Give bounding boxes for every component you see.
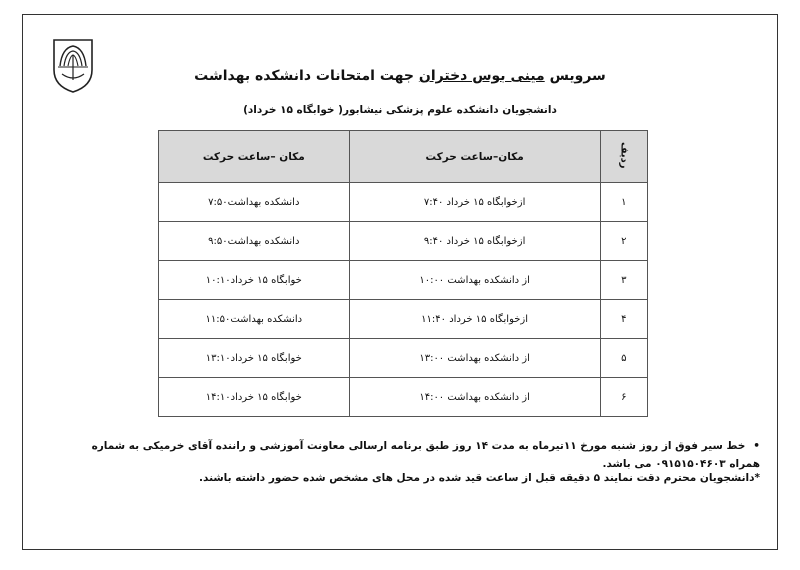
arrival-cell: دانشکده بهداشت۷:۵۰ [159, 183, 350, 222]
table-row [159, 261, 648, 300]
arrival-cell: دانشکده بهداشت۱۱:۵۰ [159, 300, 350, 339]
arrival-cell: خوابگاه ۱۵ خرداد۱۰:۱۰ [159, 261, 350, 300]
table-header-row [159, 131, 648, 183]
arrival-cell: دانشکده بهداشت۹:۵۰ [159, 222, 350, 261]
departure-cell: از دانشکده بهداشت ۱۰:۰۰ [349, 261, 600, 300]
row-number: ۶ [600, 378, 647, 417]
departure-cell: ازخوابگاه ۱۵ خرداد ۹:۴۰ [349, 222, 600, 261]
page-title: سرویس مینی بوس دختران جهت امتحانات دانشکده بهداشت [194, 68, 606, 84]
departure-cell: ازخوابگاه ۱۵ خرداد ۷:۴۰ [349, 183, 600, 222]
departure-cell: ازخوابگاه ۱۵ خرداد ۱۱:۴۰ [349, 300, 600, 339]
header-arrival: مکان –ساعت حرکت [159, 131, 350, 183]
row-number: ۱ [600, 183, 647, 222]
attendance-note: *دانشجویان محترم دقت نمایند ۵ دقیقه قبل از ساعت قید شده در محل های مشخص شده حضور داشته باشند. [199, 472, 760, 484]
arrival-cell: خوابگاه ۱۵ خرداد۱۴:۱۰ [159, 378, 350, 417]
table-row [159, 222, 648, 261]
schedule-table [158, 130, 648, 417]
table-row [159, 339, 648, 378]
departure-cell: از دانشکده بهداشت ۱۳:۰۰ [349, 339, 600, 378]
table-row [159, 183, 648, 222]
arrival-cell: خوابگاه ۱۵ خرداد۱۳:۱۰ [159, 339, 350, 378]
row-number: ۳ [600, 261, 647, 300]
bullet-icon: • [753, 440, 760, 452]
schedule-note: •خط سیر فوق از روز شنبه مورخ ۱۱تیرماه به مدت ۱۴ روز طبق برنامه ارسالی معاونت آموزشی و راننده آقای خرمیکی به شماره همراه ۰۹۱۵۱۵۰۴۶۰۳ می باشد. [60, 437, 760, 473]
departure-cell: از دانشکده بهداشت ۱۴:۰۰ [349, 378, 600, 417]
page-subtitle: دانشجویان دانشکده علوم پزشکی نیشابور( خوابگاه ۱۵ خرداد) [243, 104, 557, 116]
title-underlined-text: مینی بوس دختران [418, 68, 545, 84]
header-number: ردیف [600, 131, 647, 183]
row-number: ۵ [600, 339, 647, 378]
table-row [159, 300, 648, 339]
row-number: ۴ [600, 300, 647, 339]
university-logo [48, 36, 98, 94]
header-departure: مکان–ساعت حرکت [349, 131, 600, 183]
table-row [159, 378, 648, 417]
row-number: ۲ [600, 222, 647, 261]
